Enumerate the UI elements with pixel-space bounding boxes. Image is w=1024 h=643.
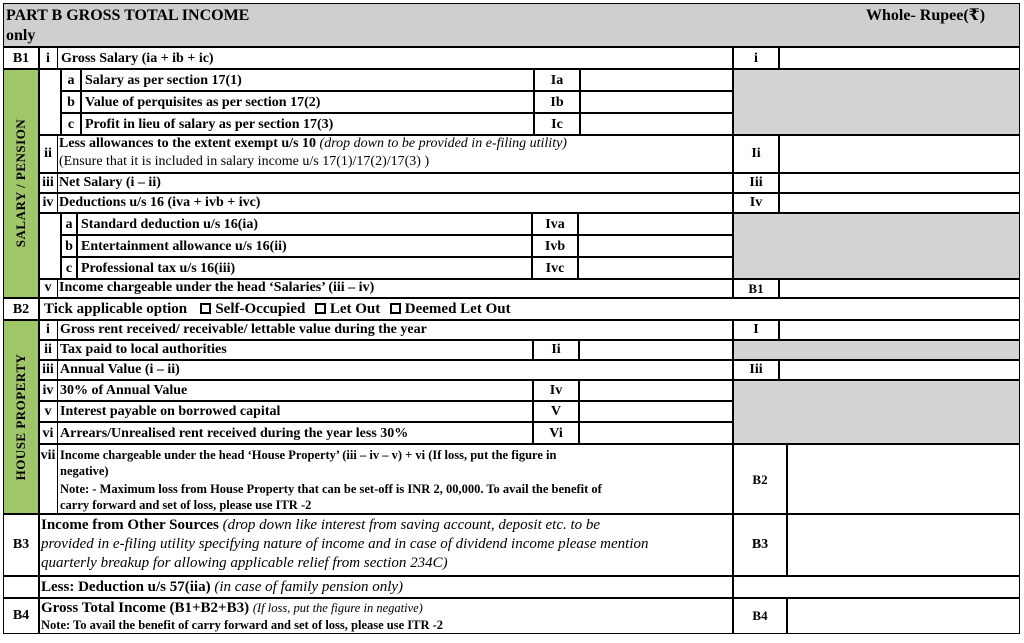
- b2-row-i-ref: I: [753, 322, 759, 337]
- shaded-cell: [733, 213, 1020, 279]
- currency-label: Whole- Rupee(₹): [866, 7, 986, 24]
- self-occupied-checkbox[interactable]: [200, 303, 211, 314]
- b1-row-ivc-num: c: [65, 261, 73, 276]
- b3-less-label: Less: Deduction u/s 57(iia): [41, 579, 211, 595]
- b1-row-i-num: i: [46, 51, 50, 66]
- b2-row-vii-text2: negative): [60, 464, 109, 478]
- b1-row-ib-ref: Ib: [550, 95, 564, 110]
- b3-line1: Income from Other Sources (drop down like interest from saving account, deposit etc. to be: [41, 517, 601, 533]
- b2-code: B2: [12, 302, 30, 317]
- b1-row-iva-amount[interactable]: [578, 213, 733, 235]
- b1-row-ia-num: a: [67, 73, 75, 88]
- b1-row-ivc-text: Professional tax u/s 16(iii): [81, 261, 236, 276]
- b1-row-ii-text: Less allowances to the extent exempt u/s 10 (drop down to be provided in e-filing utility): [59, 136, 567, 151]
- b2-row-ii-text: Tax paid to local authorities: [60, 342, 227, 357]
- b1-row-ii-ref: Ii: [751, 146, 761, 161]
- b1-row-ivb-ref: Ivb: [544, 239, 566, 254]
- b4-title: Gross Total Income (B1+B2+B3): [41, 600, 250, 616]
- b3-line2: provided in e-filing utility specifying nature of income and in case of dividend income please mention: [41, 536, 649, 552]
- b1-row-iii-amount[interactable]: [779, 173, 1020, 193]
- b4-code: B4: [12, 608, 30, 623]
- b4-ref: B4: [752, 608, 768, 623]
- b1-row-iv-num: iv: [42, 195, 54, 210]
- b1-row-ic-ref: Ic: [551, 117, 563, 132]
- shaded-cell: [733, 380, 1020, 444]
- b1-row-ib-amount[interactable]: [580, 91, 733, 113]
- b3-amount[interactable]: [787, 514, 1020, 576]
- shaded-cell: [733, 340, 1020, 360]
- b3-less-amount[interactable]: [733, 576, 1020, 598]
- b2-row-vi-text: Arrears/Unrealised rent received during the year less 30%: [60, 426, 409, 441]
- b2-row-i-text: Gross rent received/ receivable/ lettable value during the year: [60, 322, 427, 337]
- b1-total-amount[interactable]: [779, 279, 1020, 298]
- b3-less-row: [41, 579, 403, 595]
- b4-line1: [41, 600, 423, 616]
- b2-row-vii-ref: B2: [752, 472, 768, 487]
- b2-row-iv-amount[interactable]: [579, 380, 733, 401]
- b2-row-ii-num: ii: [44, 342, 52, 357]
- b1-row-ii-note: (drop down to be provided in e-filing utility): [319, 136, 567, 151]
- b1-row-ib-text: Value of perquisites as per section 17(2): [85, 95, 321, 110]
- b2-row-vi-ref: Vi: [549, 426, 563, 441]
- b1-row-ic-num: c: [67, 117, 75, 132]
- b1-row-v-num: v: [44, 280, 52, 295]
- b3-title: Income from Other Sources: [41, 517, 219, 533]
- b3-code: B3: [12, 537, 30, 552]
- currency-label-cont: only: [6, 27, 36, 44]
- b1-row-i-text: Gross Salary (ia + ib + ic): [61, 51, 214, 66]
- b2-row-iv-num: iv: [42, 383, 54, 398]
- b1-row-ii-num: ii: [44, 146, 52, 161]
- b2-row-i-num: i: [46, 322, 50, 337]
- b3-less-note: (in case of family pension only): [214, 579, 404, 595]
- b2-row-vii-note2: carry forward and set of loss, please use ITR -2: [60, 498, 312, 512]
- b1-row-i-amount[interactable]: [779, 47, 1020, 69]
- house-side-label: HOUSE PROPERTY: [13, 353, 28, 481]
- b2-row-v-ref: V: [550, 404, 562, 419]
- b1-row-iva-ref: Iva: [545, 217, 565, 232]
- b1-row-v-ref: B1: [748, 281, 764, 296]
- b1-row-iii-ref: Iii: [749, 175, 763, 190]
- deemed-let-out-label: Deemed Let Out: [404, 301, 511, 317]
- b1-row-ic-amount[interactable]: [580, 113, 733, 135]
- b2-tick-label: Tick applicable option: [44, 301, 188, 317]
- b4-note: (If loss, put the figure in negative): [252, 601, 423, 615]
- b2-row-iv-text: 30% of Annual Value: [60, 383, 188, 398]
- b2-total-amount[interactable]: [787, 444, 1020, 514]
- b2-row-ii-ref: Ii: [551, 342, 561, 357]
- b1-row-iv-text: Deductions u/s 16 (iva + ivb + ivc): [59, 195, 261, 210]
- b1-row-iii-num: iii: [42, 175, 54, 190]
- b4-amount[interactable]: [787, 598, 1020, 634]
- b1-row-ib-num: b: [67, 95, 75, 110]
- b2-row-iv-ref: Iv: [549, 383, 563, 398]
- b1-row-ivb-num: b: [65, 239, 73, 254]
- let-out-label: Let Out: [329, 301, 381, 317]
- b1-row-ia-amount[interactable]: [580, 69, 733, 91]
- b2-row-iii-num: iii: [42, 362, 54, 377]
- b2-row-vi-num: vi: [42, 426, 54, 441]
- b1-row-iv-amount[interactable]: [779, 193, 1020, 213]
- b1-row-ia-ref: Ia: [550, 73, 564, 88]
- b2-row-v-text: Interest payable on borrowed capital: [60, 404, 281, 419]
- b1-row-ivc-amount[interactable]: [578, 257, 733, 279]
- b1-row-ii-text2: (Ensure that it is included in salary income u/s 17(1)/17(2)/17(3) ): [59, 154, 430, 169]
- b2-row-vii-text: Income chargeable under the head ‘House Property’ (iii – iv – v) + vi (If loss, put the figure in: [60, 448, 557, 462]
- b1-row-ivb-text: Entertainment allowance u/s 16(ii): [81, 239, 287, 254]
- b1-row-ic-text: Profit in lieu of salary as per section 17(3): [85, 117, 334, 132]
- b2-row-v-num: v: [44, 404, 52, 419]
- b2-row-ii-amount[interactable]: [579, 340, 733, 360]
- b1-row-i-ref: i: [754, 51, 758, 66]
- b4-line2: Note: To avail the benefit of carry forward and set of loss, please use ITR -2: [41, 618, 444, 632]
- b1-row-ivc-ref: Ivc: [545, 261, 565, 276]
- b2-row-vi-amount[interactable]: [579, 422, 733, 444]
- b2-row-i-amount[interactable]: [779, 320, 1020, 340]
- self-occupied-label: Self-Occupied: [215, 301, 306, 317]
- b1-row-v-text: Income chargeable under the head ‘Salaries’ (iii – iv): [59, 280, 375, 295]
- b2-row-iii-text: Annual Value (i – ii): [60, 362, 180, 377]
- b2-row-iii-amount[interactable]: [779, 360, 1020, 380]
- let-out-checkbox[interactable]: [315, 303, 326, 314]
- b3-line3: quarterly breakup for allowing applicable relief from section 234C): [41, 555, 448, 571]
- b1-row-iv-ref: Iv: [749, 195, 763, 210]
- page-title: PART B GROSS TOTAL INCOME: [6, 7, 250, 24]
- b2-row-iii-ref: Iii: [749, 362, 763, 377]
- b1-row-ivb-amount[interactable]: [578, 235, 733, 257]
- b1-code: B1: [12, 51, 30, 66]
- b1-row-iva-num: a: [65, 217, 73, 232]
- salary-side-label: SALARY / PENSION: [13, 118, 28, 248]
- b1-row-ia-text: Salary as per section 17(1): [85, 73, 242, 88]
- b3-ref: B3: [751, 537, 769, 552]
- deemed-let-out-checkbox[interactable]: [390, 303, 401, 314]
- b2-row-v-amount[interactable]: [579, 401, 733, 422]
- shaded-cell: [733, 69, 1020, 135]
- b1-row-ii-amount[interactable]: [779, 135, 1020, 173]
- b1-row-iva-text: Standard deduction u/s 16(ia): [81, 217, 258, 232]
- b2-row-vii-note: Note: - Maximum loss from House Property that can be set-off is INR 2, 00,000. To avail the benefit of: [60, 482, 602, 496]
- b2-row-vii-num: vii: [40, 448, 56, 463]
- b1-row-iii-text: Net Salary (i – ii): [59, 175, 161, 190]
- b2-tick-row: [44, 301, 511, 317]
